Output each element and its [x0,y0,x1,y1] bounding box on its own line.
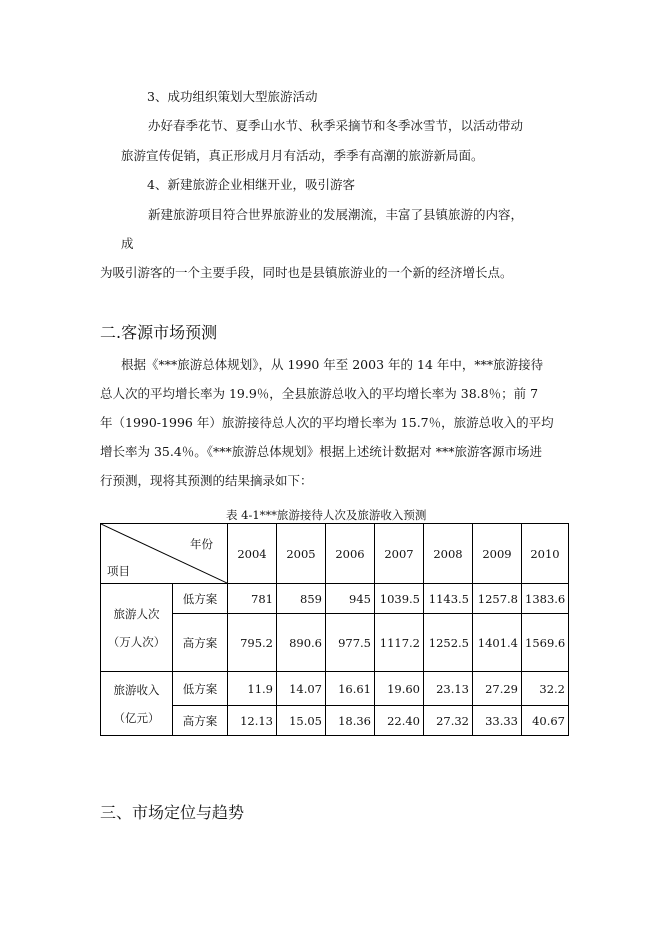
table-cell: 890.6 [277,614,326,672]
group-label-line2: （万人次） [107,634,166,649]
table-cell: 33.33 [473,706,522,736]
table-cell: 1401.4 [473,614,522,672]
table-cell: 1257.8 [473,584,522,614]
group-label-visitors [101,584,173,672]
item4-text-line1: 新建旅游项目符合世界旅游业的发展潮流，丰富了县镇旅游的内容， [148,207,524,222]
scheme-label: 低方案 [173,672,228,706]
item3-title: 3、成功组织策划大型旅游活动 [147,89,318,104]
forecast-table [100,523,569,736]
table-cell: 16.61 [326,672,375,706]
table-cell: 781 [228,584,277,614]
table-cell: 945 [326,584,375,614]
year-header: 2008 [424,524,473,584]
year-header: 2006 [326,524,375,584]
market-para-line: 行预测，现将其预测的结果摘录如下： [100,473,313,488]
table-cell: 27.32 [424,706,473,736]
group-label-line1: 旅游人次 [113,606,160,621]
table-caption: 表 4-1***旅游接待人次及旅游收入预测 [226,508,427,522]
item4-text-line2: 成 [121,236,134,251]
group-label-line2: （亿元） [113,710,160,725]
table-cell: 795.2 [228,614,277,672]
table-corner-cell [101,524,228,584]
year-header: 2007 [375,524,424,584]
table-cell: 1143.5 [424,584,473,614]
table-cell: 32.2 [522,672,569,706]
table-header-row [101,524,569,584]
year-header: 2004 [228,524,277,584]
market-para-line: 根据《***旅游总体规划》，从 1990 年至 2003 年的 14 年中，***旅游接待 [121,357,544,372]
table-cell: 1252.5 [424,614,473,672]
table-cell: 18.36 [326,706,375,736]
table-cell: 1117.2 [375,614,424,672]
table-cell: 40.67 [522,706,569,736]
item3-text-line2: 旅游宣传促销，真正形成月月有活动，季季有高潮的旅游新局面。 [121,148,484,163]
table-row [101,672,569,706]
table-cell: 15.05 [277,706,326,736]
table-cell: 1569.6 [522,614,569,672]
year-header: 2009 [473,524,522,584]
table-cell: 14.07 [277,672,326,706]
market-para-line: 增长率为 35.4％。《***旅游总体规划》根据上述统计数据对 ***旅游客源市场进 [100,444,543,459]
table-cell: 977.5 [326,614,375,672]
year-header: 2010 [522,524,569,584]
group-label-line1: 旅游收入 [113,682,160,697]
item4-text-line3: 为吸引游客的一个主要手段，同时也是县镇旅游业的一个新的经济增长点。 [100,265,513,280]
table-row [101,584,569,614]
scheme-label: 高方案 [173,706,228,736]
corner-year-label: 年份 [190,537,213,551]
item4-title: 4、新建旅游企业相继开业，吸引游客 [147,177,355,192]
table-cell: 23.13 [424,672,473,706]
group-label-revenue [101,672,173,736]
table-cell: 22.40 [375,706,424,736]
year-header: 2005 [277,524,326,584]
table-cell: 19.60 [375,672,424,706]
table-cell: 859 [277,584,326,614]
table-cell: 12.13 [228,706,277,736]
corner-item-label: 项目 [107,564,130,578]
table-cell: 27.29 [473,672,522,706]
market-heading: 二.客源市场预测 [100,323,218,342]
market-para-line: 年（1990-1996 年）旅游接待总人次的平均增长率为 15.7％，旅游总收入的平均 [100,415,554,430]
scheme-label: 高方案 [173,614,228,672]
table-cell: 1383.6 [522,584,569,614]
table-cell: 1039.5 [375,584,424,614]
scheme-label: 低方案 [173,584,228,614]
positioning-heading: 三、市场定位与趋势 [100,803,245,822]
market-para-line: 总人次的平均增长率为 19.9％，全县旅游总收入的平均增长率为 38.8％；前 7 [100,386,539,401]
item3-text-line1: 办好春季花节、夏季山水节、秋季采摘节和冬季冰雪节，以活动带动 [148,118,524,133]
table-cell: 11.9 [228,672,277,706]
